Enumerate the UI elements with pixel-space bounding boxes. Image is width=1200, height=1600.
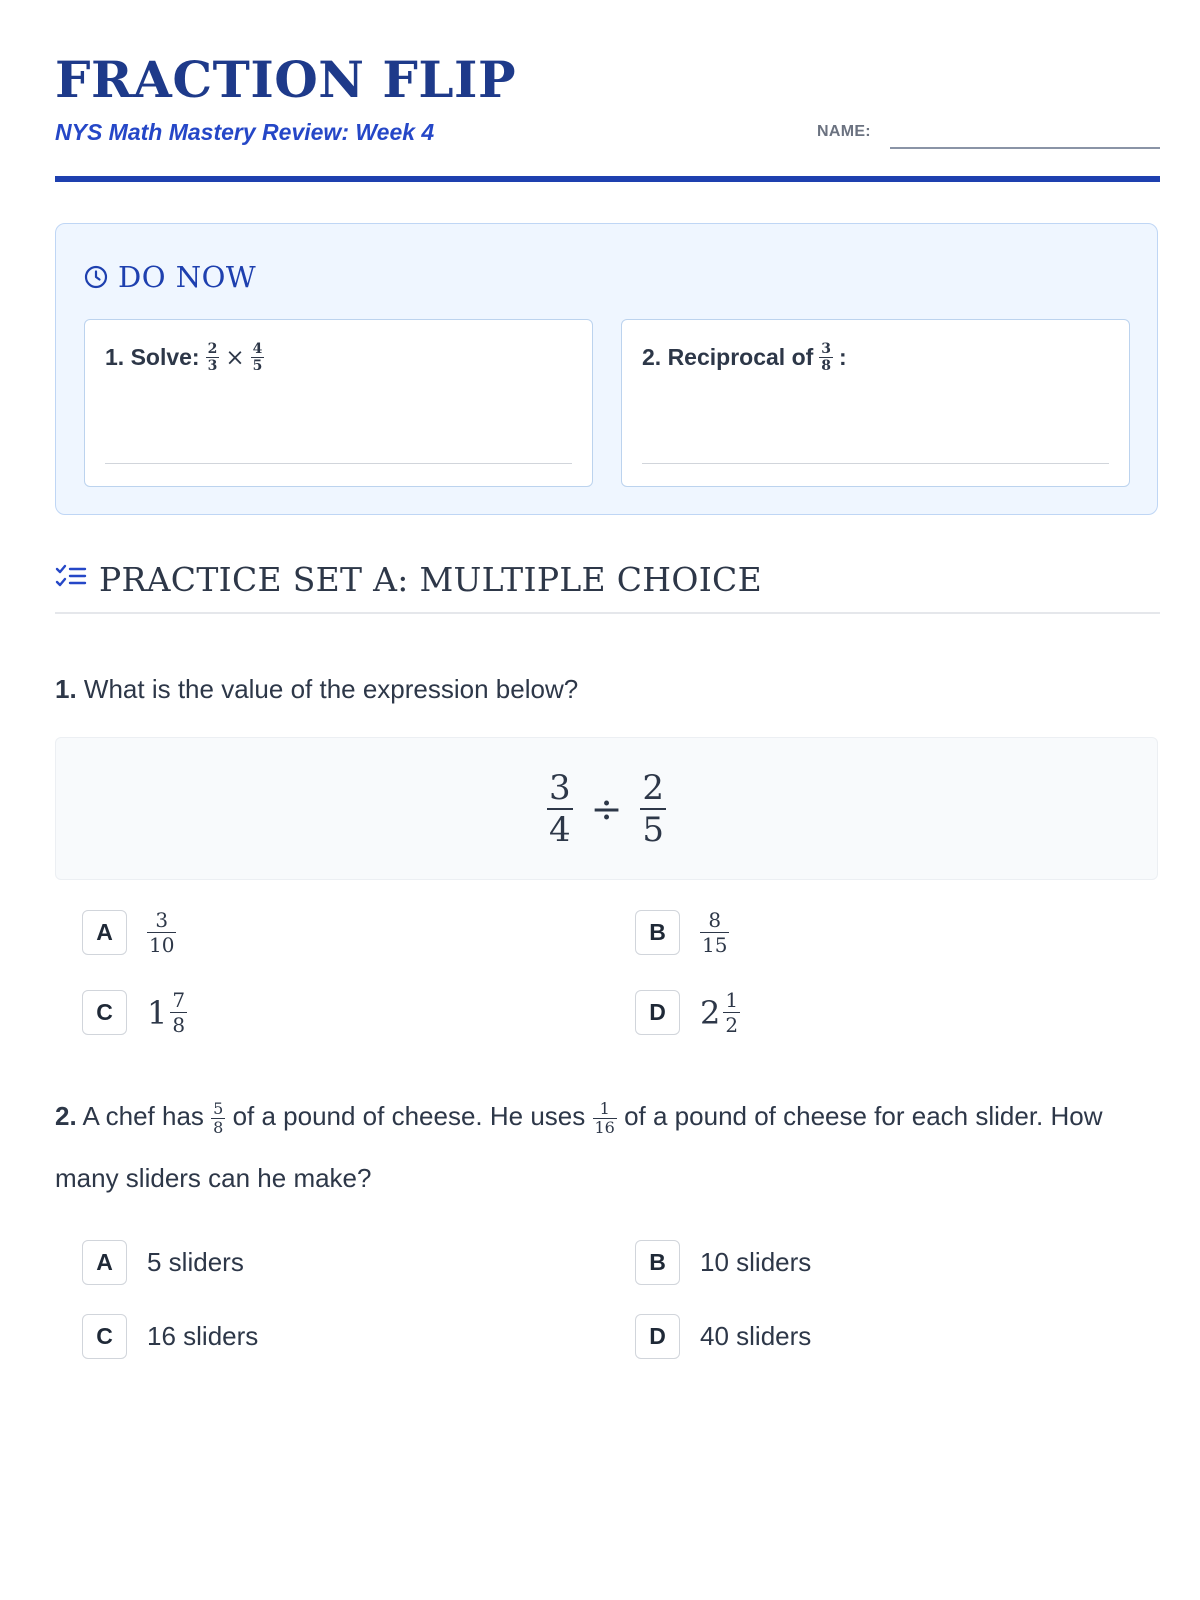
page-title: FRACTION FLIP <box>55 50 517 109</box>
name-label: NAME: <box>817 123 871 140</box>
do-now-prompt-2 <box>642 342 847 373</box>
choice-letter[interactable]: D <box>635 1314 680 1359</box>
checklist-icon <box>55 564 87 595</box>
denominator: 2 <box>725 1013 739 1037</box>
question-number: 2. <box>55 1101 77 1131</box>
choice-text: 16 sliders <box>147 1321 259 1351</box>
choice-1a[interactable] <box>82 910 176 955</box>
division-operator: ÷ <box>590 786 623 831</box>
answer-line-2[interactable] <box>642 463 1109 464</box>
question-text-part: A chef has <box>82 1101 204 1131</box>
denominator: 10 <box>149 933 175 957</box>
choice-2c[interactable] <box>82 1314 258 1359</box>
denominator: 8 <box>821 358 832 374</box>
whole-number: 2 <box>700 993 721 1032</box>
practice-section-title: PRACTICE SET A: MULTIPLE CHOICE <box>99 560 762 599</box>
choice-letter[interactable]: B <box>635 910 680 955</box>
do-now-label-1: 1. Solve: <box>105 344 200 370</box>
name-field[interactable] <box>890 147 1160 149</box>
numerator: 8 <box>708 908 722 932</box>
numerator: 3 <box>155 908 169 932</box>
do-now-card-1 <box>84 319 593 487</box>
do-now-suffix: : <box>839 344 847 370</box>
choice-letter[interactable]: C <box>82 1314 127 1359</box>
question-text-part: of a pound of cheese for each slider. How many sliders can he make? <box>55 1101 1103 1193</box>
page-subtitle: NYS Math Mastery Review: Week 4 <box>55 119 435 145</box>
choice-letter[interactable]: B <box>635 1240 680 1285</box>
fraction <box>211 1098 225 1137</box>
fraction <box>640 767 666 850</box>
fraction <box>170 990 187 1035</box>
fraction <box>547 767 573 850</box>
numerator: 4 <box>252 341 263 357</box>
denominator: 5 <box>642 809 665 850</box>
choice-text: 10 sliders <box>700 1247 812 1277</box>
choice-letter[interactable]: A <box>82 910 127 955</box>
denominator: 15 <box>702 933 728 957</box>
numerator: 3 <box>548 767 571 808</box>
numerator: 1 <box>725 988 739 1012</box>
question-text-part: of a pound of cheese. He uses <box>232 1101 586 1131</box>
question-prompt: What is the value of the expression below? <box>83 674 579 704</box>
header-divider <box>55 176 1160 182</box>
numerator: 5 <box>213 1098 224 1118</box>
fraction <box>147 910 176 955</box>
do-now-panel <box>55 223 1158 515</box>
choice-letter[interactable]: D <box>635 990 680 1035</box>
choice-letter[interactable]: C <box>82 990 127 1035</box>
fraction <box>251 342 265 373</box>
whole-number: 1 <box>147 993 168 1032</box>
choice-letter[interactable]: A <box>82 1240 127 1285</box>
numerator: 1 <box>599 1098 610 1118</box>
fraction <box>819 342 833 373</box>
fraction <box>593 1098 617 1137</box>
choice-1c[interactable] <box>82 990 187 1035</box>
denominator: 4 <box>548 809 571 850</box>
practice-section-header <box>55 560 762 599</box>
do-now-prompt-1 <box>105 342 264 373</box>
do-now-header <box>84 260 256 294</box>
numerator: 7 <box>172 988 186 1012</box>
choice-1d[interactable] <box>635 990 740 1035</box>
question-1-text <box>55 670 578 709</box>
fraction <box>206 342 220 373</box>
denominator: 5 <box>252 358 263 374</box>
answer-line-1[interactable] <box>105 463 572 464</box>
choice-1b[interactable] <box>635 910 729 955</box>
denominator: 8 <box>172 1013 186 1037</box>
choice-2b[interactable] <box>635 1240 811 1285</box>
denominator: 16 <box>594 1117 615 1137</box>
do-now-title: DO NOW <box>118 260 257 294</box>
choice-2d[interactable] <box>635 1314 811 1359</box>
choice-2a[interactable] <box>82 1240 244 1285</box>
denominator: 3 <box>207 358 218 374</box>
numerator: 3 <box>821 341 832 357</box>
do-now-card-2 <box>621 319 1130 487</box>
do-now-label-2: 2. Reciprocal of <box>642 344 814 370</box>
section-divider <box>55 612 1160 614</box>
numerator: 2 <box>207 341 218 357</box>
choice-text: 5 sliders <box>147 1247 244 1277</box>
numerator: 2 <box>642 767 665 808</box>
question-number: 1. <box>55 674 77 704</box>
question-2-text <box>55 1085 1160 1209</box>
denominator: 8 <box>213 1117 224 1137</box>
clock-icon <box>84 265 108 289</box>
fraction <box>723 990 740 1035</box>
choice-text: 40 sliders <box>700 1321 812 1351</box>
fraction <box>700 910 729 955</box>
operator: × <box>225 344 245 371</box>
expression-box <box>55 737 1158 880</box>
